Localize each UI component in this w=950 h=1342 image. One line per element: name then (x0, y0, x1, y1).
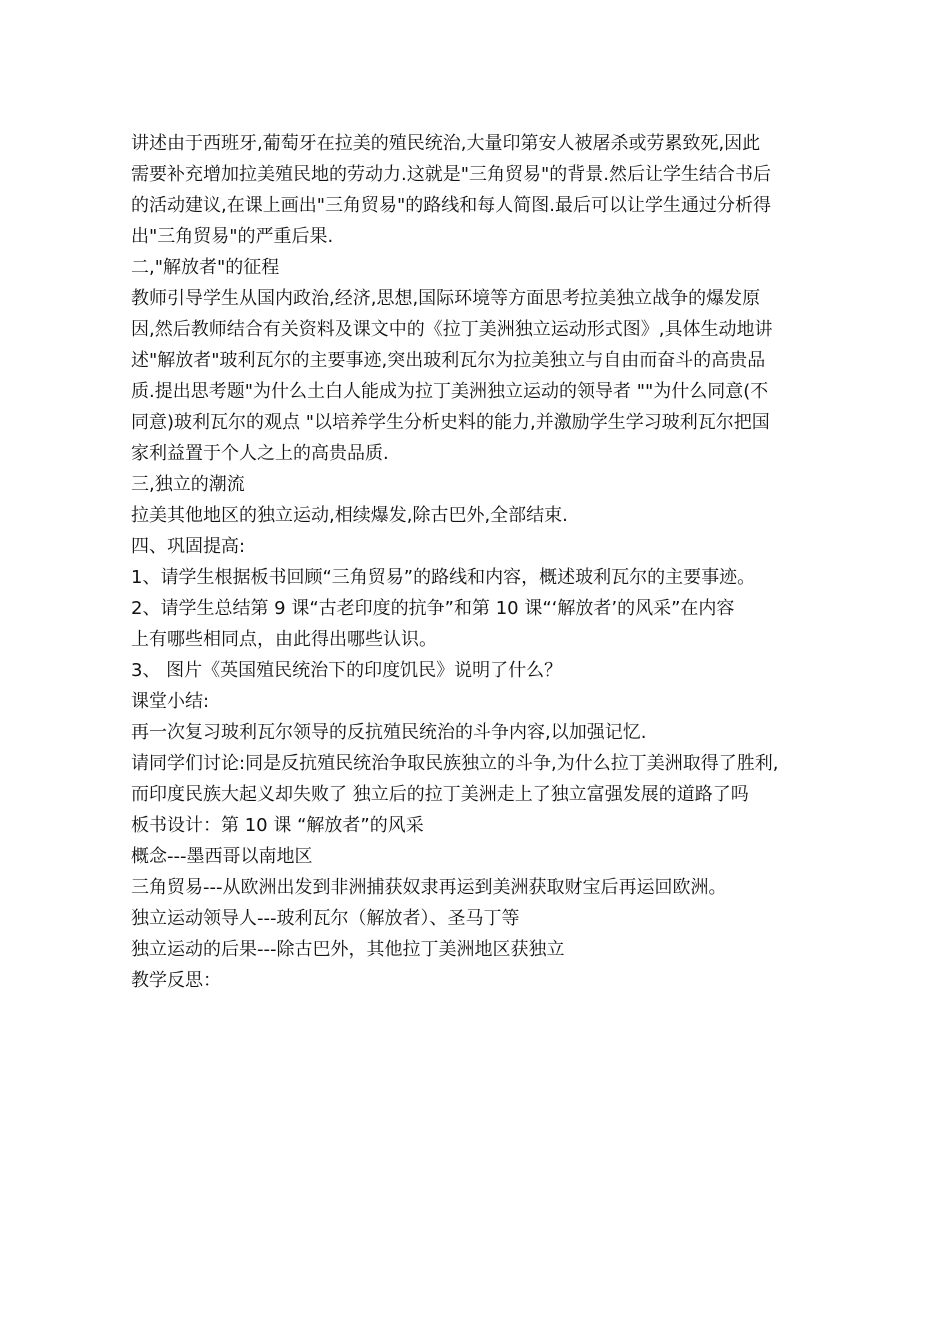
text-line: 讲述由于西班牙,葡萄牙在拉美的殖民统治,大量印第安人被屠杀或劳累致死,因此 (131, 133, 761, 154)
list-item: 2、请学生总结第 9 课“古老印度的抗争”和第 10 课“‘解放者’的风采”在内容 (131, 598, 735, 619)
text-line: 拉美其他地区的独立运动,相续爆发,除古巴外,全部结束. (131, 505, 568, 526)
text-line: 再一次复习玻利瓦尔领导的反抗殖民统治的斗争内容,以加强记忆. (131, 722, 647, 743)
text-line: 独立运动领导人---玻利瓦尔（解放者）、圣马丁等 (131, 908, 520, 929)
text-line: 教师引导学生从国内政治,经济,思想,国际环境等方面思考拉美独立战争的爆发原 (131, 288, 761, 309)
list-item: 3、 图片《英国殖民统治下的印度饥民》说明了什么？ (131, 660, 563, 681)
text-line: 出"三角贸易"的严重后果. (131, 226, 334, 247)
section-heading: 课堂小结: (131, 691, 210, 712)
text-line: 同意)玻利瓦尔的观点 "以培养学生分析史料的能力,并激励学生学习玻利瓦尔把国 (131, 412, 770, 433)
text-line: 请同学们讨论:同是反抗殖民统治争取民族独立的斗争,为什么拉丁美洲取得了胜利, (131, 753, 779, 774)
section-heading: 教学反思： (131, 970, 221, 991)
section-heading: 四、巩固提高: (131, 536, 246, 557)
section-heading: 三,独立的潮流 (131, 474, 245, 495)
text-line: 家利益置于个人之上的高贵品质. (131, 443, 389, 464)
text-line: 而印度民族大起义却失败了 独立后的拉丁美洲走上了独立富强发展的道路了吗 (131, 784, 749, 805)
text-line: 因,然后教师结合有关资料及课文中的《拉丁美洲独立运动形式图》,具体生动地讲 (131, 319, 773, 340)
text-line: 的活动建议,在课上画出"三角贸易"的路线和每人简图.最后可以让学生通过分析得 (131, 195, 771, 216)
text-line: 质.提出思考题"为什么土白人能成为拉丁美洲独立运动的领导者 ""为什么同意(不 (131, 381, 769, 402)
section-heading: 板书设计：第 10 课 “解放者”的风采 (131, 815, 424, 836)
text-line: 述"解放者"玻利瓦尔的主要事迹,突出玻利瓦尔为拉美独立与自由而奋斗的高贵品 (131, 350, 766, 371)
text-line: 独立运动的后果---除古巴外，其他拉丁美洲地区获独立 (131, 939, 565, 960)
text-line: 上有哪些相同点，由此得出哪些认识。 (131, 629, 437, 650)
document-body (131, 128, 831, 996)
text-line: 三角贸易---从欧洲出发到非洲捕获奴隶再运到美洲获取财宝后再运回欧洲。 (131, 877, 727, 898)
text-line: 需要补充增加拉美殖民地的劳动力.这就是"三角贸易"的背景.然后让学生结合书后 (131, 164, 771, 185)
list-item: 1、请学生根据板书回顾“三角贸易”的路线和内容，概述玻利瓦尔的主要事迹。 (131, 567, 756, 588)
section-heading: 二,"解放者"的征程 (131, 257, 280, 278)
text-line: 概念---墨西哥以南地区 (131, 846, 313, 867)
